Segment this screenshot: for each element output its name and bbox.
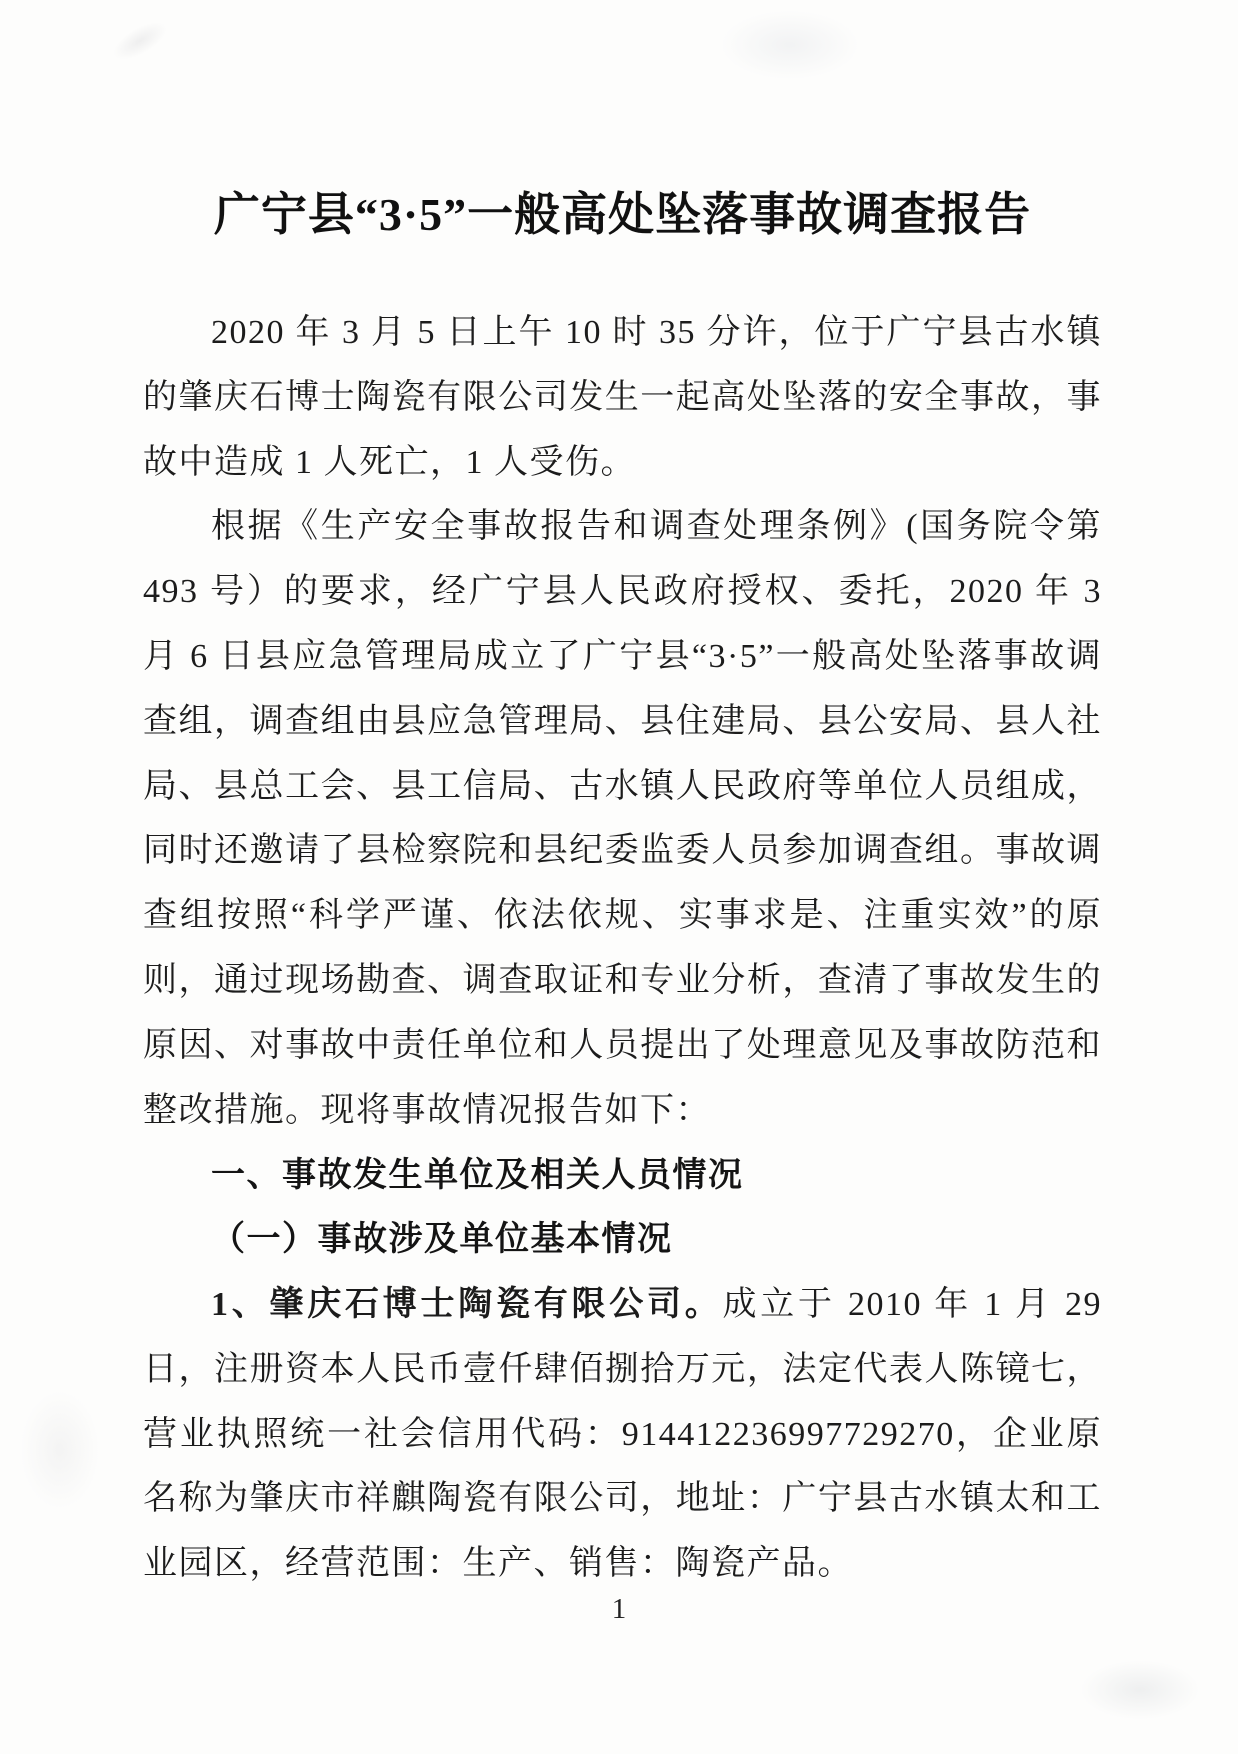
company-name-lead: 1、肇庆石博士陶瓷有限公司。 bbox=[211, 1285, 723, 1323]
section-heading-1-1: （一）事故涉及单位基本情况 bbox=[211, 1221, 673, 1259]
paragraph-company-info bbox=[143, 1273, 1102, 1597]
scan-artifact bbox=[108, 15, 173, 68]
scan-artifact bbox=[1080, 1660, 1200, 1720]
scan-artifact bbox=[720, 10, 860, 80]
paragraph-incident-summary: 2020 年 3 月 5 日上午 10 时 35 分许，位于广宁县古水镇的肇庆石博士陶瓷有限公司发生一起高处坠落的安全事故，事故中造成 1 人死亡，1 人受伤。 bbox=[143, 314, 1102, 481]
page-number: 1 bbox=[611, 1593, 627, 1625]
paragraph-investigation-basis: 根据《生产安全事故报告和调查处理条例》(国务院令第 493 号）的要求，经广宁县人民政府授权、委托，2020 年 3 月 6 日县应急管理局成立了广宁县“3·5”一般高处坠落事故调查组，调查组由县应急管理局、县住建局、县公安局、县人社局、县总工会、县工信局、古水镇人民政府等单位人员组成，同时还邀请了县检察院和县纪委监委人员参加调查组。事故调查组按照“科学严谨、依法依规、实事求是、注重实效”的原则，通过现场勘查、调查取证和专业分析，查清了事故发生的原因、对事故中责任单位和人员提出了处理意见及事故防范和整改措施。现将事故情况报告如下： bbox=[143, 508, 1102, 1129]
company-info-text: 成立于 2010 年 1 月 29 日，注册资本人民币壹仟肆佰捌拾万元，法定代表人陈镜七，营业执照统一社会信用代码：914412236997729270，企业原名称为肇庆市祥麒陶瓷有限公司，地址：广宁县古水镇太和工业园区，经营范围：生产、销售：陶瓷产品。 bbox=[143, 1285, 1102, 1583]
document-title: 广宁县“3·5”一般高处坠落事故调查报告 bbox=[213, 189, 1032, 240]
scan-artifact bbox=[20, 1390, 100, 1510]
section-heading-1: 一、事故发生单位及相关人员情况 bbox=[211, 1156, 744, 1195]
